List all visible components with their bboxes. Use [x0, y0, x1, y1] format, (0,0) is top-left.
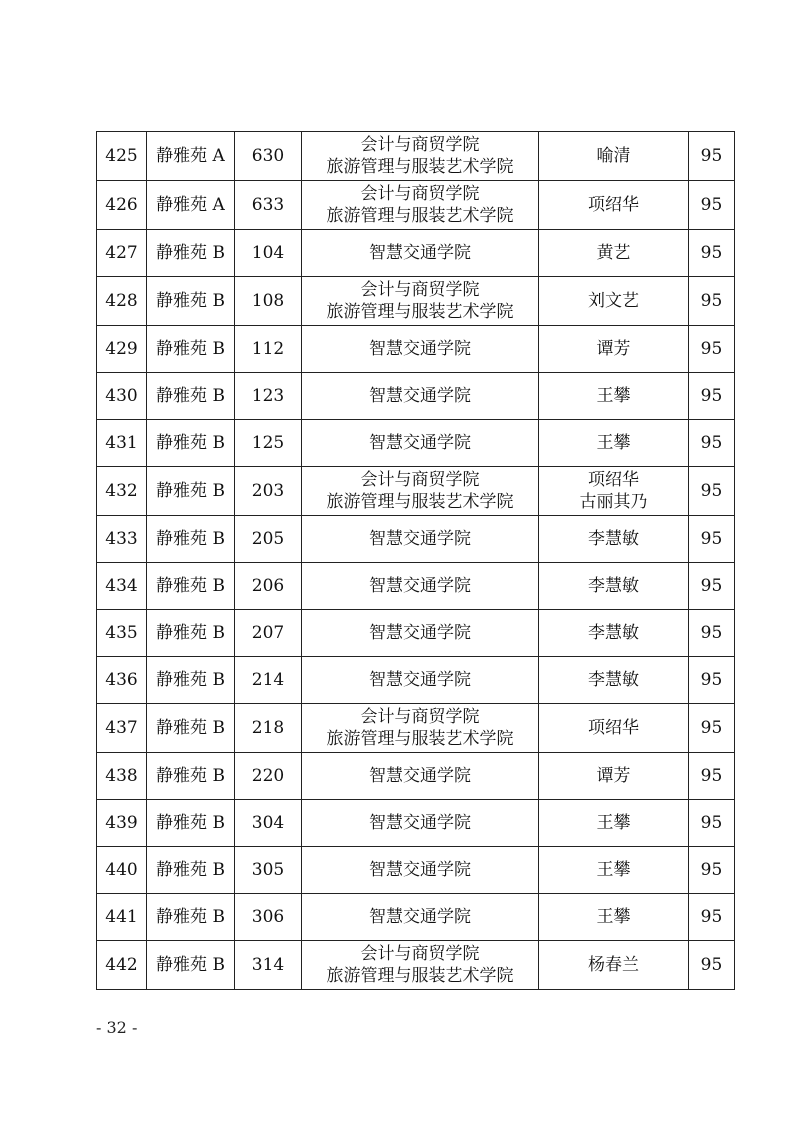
counselor-cell-line: 黄艺 [596, 243, 631, 263]
row-number-cell: 436 [97, 657, 147, 704]
college-cell-line: 智慧交通学院 [369, 670, 471, 690]
row-number-cell: 431 [97, 420, 147, 467]
table-row [97, 373, 735, 420]
building-cell: 静雅苑 B [147, 277, 235, 326]
score-cell: 95 [689, 753, 735, 800]
college-cell-line: 旅游管理与服装艺术学院 [326, 206, 514, 226]
table-row [97, 181, 735, 230]
college-cell [302, 326, 539, 373]
room-cell: 630 [235, 132, 302, 181]
row-number-cell: 439 [97, 800, 147, 847]
score-cell: 95 [689, 326, 735, 373]
building-cell: 静雅苑 B [147, 230, 235, 277]
building-cell: 静雅苑 B [147, 800, 235, 847]
room-cell: 207 [235, 610, 302, 657]
room-cell: 314 [235, 941, 302, 990]
table-row [97, 753, 735, 800]
counselor-cell [539, 941, 689, 990]
room-cell: 306 [235, 894, 302, 941]
counselor-cell-line: 项绍华 [588, 470, 639, 490]
college-cell [302, 753, 539, 800]
building-cell: 静雅苑 B [147, 847, 235, 894]
room-cell: 218 [235, 704, 302, 753]
counselor-cell-line: 王攀 [596, 433, 631, 453]
table-row [97, 563, 735, 610]
college-cell [302, 516, 539, 563]
row-number-cell: 434 [97, 563, 147, 610]
score-cell: 95 [689, 132, 735, 181]
score-cell: 95 [689, 420, 735, 467]
building-cell: 静雅苑 B [147, 753, 235, 800]
room-cell: 304 [235, 800, 302, 847]
table-row [97, 230, 735, 277]
counselor-cell-line: 古丽其乃 [579, 492, 648, 512]
room-cell: 206 [235, 563, 302, 610]
table-row [97, 326, 735, 373]
building-cell: 静雅苑 B [147, 657, 235, 704]
score-cell: 95 [689, 894, 735, 941]
counselor-cell-line: 项绍华 [588, 195, 639, 215]
counselor-cell-line: 谭芳 [596, 766, 631, 786]
row-number-cell: 437 [97, 704, 147, 753]
college-cell-line: 智慧交通学院 [369, 339, 471, 359]
college-cell-line: 智慧交通学院 [369, 813, 471, 833]
room-cell: 214 [235, 657, 302, 704]
row-number-cell: 426 [97, 181, 147, 230]
score-cell: 95 [689, 800, 735, 847]
score-cell: 95 [689, 563, 735, 610]
table-row [97, 847, 735, 894]
college-cell [302, 230, 539, 277]
college-cell-line: 智慧交通学院 [369, 386, 471, 406]
counselor-cell [539, 704, 689, 753]
college-cell [302, 132, 539, 181]
table-row [97, 467, 735, 516]
counselor-cell-line: 喻清 [596, 146, 631, 166]
college-cell-line: 会计与商贸学院 [360, 944, 480, 964]
score-cell: 95 [689, 610, 735, 657]
table-row [97, 800, 735, 847]
college-cell-line: 会计与商贸学院 [360, 280, 480, 300]
score-cell: 95 [689, 467, 735, 516]
counselor-cell-line: 李慧敏 [588, 670, 639, 690]
college-cell-line: 智慧交通学院 [369, 576, 471, 596]
college-cell-line: 智慧交通学院 [369, 860, 471, 880]
score-cell: 95 [689, 941, 735, 990]
room-cell: 633 [235, 181, 302, 230]
college-cell-line: 智慧交通学院 [369, 433, 471, 453]
counselor-cell [539, 132, 689, 181]
college-cell-line: 会计与商贸学院 [360, 184, 480, 204]
dorm-score-table [96, 131, 735, 990]
row-number-cell: 428 [97, 277, 147, 326]
counselor-cell-line: 王攀 [596, 386, 631, 406]
counselor-cell [539, 516, 689, 563]
table-row [97, 516, 735, 563]
counselor-cell [539, 326, 689, 373]
counselor-cell [539, 894, 689, 941]
table-row [97, 277, 735, 326]
row-number-cell: 432 [97, 467, 147, 516]
building-cell: 静雅苑 A [147, 181, 235, 230]
counselor-cell-line: 王攀 [596, 860, 631, 880]
college-cell [302, 657, 539, 704]
row-number-cell: 429 [97, 326, 147, 373]
score-cell: 95 [689, 277, 735, 326]
table-row [97, 941, 735, 990]
counselor-cell-line: 刘文艺 [588, 291, 639, 311]
score-cell: 95 [689, 657, 735, 704]
college-cell [302, 704, 539, 753]
room-cell: 112 [235, 326, 302, 373]
row-number-cell: 425 [97, 132, 147, 181]
score-cell: 95 [689, 516, 735, 563]
college-cell [302, 800, 539, 847]
college-cell [302, 941, 539, 990]
counselor-cell [539, 657, 689, 704]
college-cell [302, 563, 539, 610]
building-cell: 静雅苑 B [147, 610, 235, 657]
score-cell: 95 [689, 181, 735, 230]
college-cell [302, 277, 539, 326]
score-cell: 95 [689, 704, 735, 753]
row-number-cell: 442 [97, 941, 147, 990]
counselor-cell-line: 杨春兰 [588, 955, 639, 975]
table-row [97, 704, 735, 753]
row-number-cell: 435 [97, 610, 147, 657]
college-cell [302, 610, 539, 657]
counselor-cell [539, 181, 689, 230]
college-cell [302, 373, 539, 420]
row-number-cell: 440 [97, 847, 147, 894]
counselor-cell [539, 373, 689, 420]
counselor-cell [539, 800, 689, 847]
room-cell: 205 [235, 516, 302, 563]
score-cell: 95 [689, 230, 735, 277]
college-cell-line: 智慧交通学院 [369, 623, 471, 643]
counselor-cell-line: 李慧敏 [588, 529, 639, 549]
room-cell: 220 [235, 753, 302, 800]
table-row [97, 132, 735, 181]
room-cell: 305 [235, 847, 302, 894]
college-cell [302, 847, 539, 894]
room-cell: 203 [235, 467, 302, 516]
score-cell: 95 [689, 847, 735, 894]
counselor-cell [539, 467, 689, 516]
counselor-cell-line: 李慧敏 [588, 576, 639, 596]
counselor-cell-line: 项绍华 [588, 718, 639, 738]
college-cell-line: 智慧交通学院 [369, 766, 471, 786]
score-cell: 95 [689, 373, 735, 420]
building-cell: 静雅苑 B [147, 373, 235, 420]
row-number-cell: 427 [97, 230, 147, 277]
college-cell-line: 旅游管理与服装艺术学院 [326, 157, 514, 177]
room-cell: 108 [235, 277, 302, 326]
counselor-cell [539, 277, 689, 326]
table-body [97, 132, 735, 990]
room-cell: 123 [235, 373, 302, 420]
building-cell: 静雅苑 B [147, 420, 235, 467]
counselor-cell-line: 谭芳 [596, 339, 631, 359]
table-row [97, 657, 735, 704]
row-number-cell: 430 [97, 373, 147, 420]
building-cell: 静雅苑 B [147, 563, 235, 610]
building-cell: 静雅苑 B [147, 467, 235, 516]
room-cell: 104 [235, 230, 302, 277]
building-cell: 静雅苑 B [147, 326, 235, 373]
counselor-cell [539, 610, 689, 657]
building-cell: 静雅苑 B [147, 704, 235, 753]
row-number-cell: 441 [97, 894, 147, 941]
row-number-cell: 433 [97, 516, 147, 563]
college-cell-line: 旅游管理与服装艺术学院 [326, 729, 514, 749]
building-cell: 静雅苑 B [147, 894, 235, 941]
table-row [97, 610, 735, 657]
building-cell: 静雅苑 A [147, 132, 235, 181]
counselor-cell-line: 王攀 [596, 813, 631, 833]
college-cell-line: 智慧交通学院 [369, 529, 471, 549]
counselor-cell [539, 420, 689, 467]
page-number: - 32 - [96, 1018, 138, 1037]
building-cell: 静雅苑 B [147, 516, 235, 563]
counselor-cell-line: 王攀 [596, 907, 631, 927]
table-row [97, 420, 735, 467]
counselor-cell [539, 847, 689, 894]
college-cell [302, 894, 539, 941]
college-cell-line: 旅游管理与服装艺术学院 [326, 302, 514, 322]
college-cell [302, 420, 539, 467]
row-number-cell: 438 [97, 753, 147, 800]
college-cell-line: 会计与商贸学院 [360, 470, 480, 490]
counselor-cell-line: 李慧敏 [588, 623, 639, 643]
college-cell-line: 智慧交通学院 [369, 243, 471, 263]
counselor-cell [539, 230, 689, 277]
room-cell: 125 [235, 420, 302, 467]
college-cell-line: 会计与商贸学院 [360, 707, 480, 727]
college-cell [302, 467, 539, 516]
table-row [97, 894, 735, 941]
college-cell [302, 181, 539, 230]
counselor-cell [539, 753, 689, 800]
building-cell: 静雅苑 B [147, 941, 235, 990]
counselor-cell [539, 563, 689, 610]
college-cell-line: 旅游管理与服装艺术学院 [326, 966, 514, 986]
college-cell-line: 智慧交通学院 [369, 907, 471, 927]
college-cell-line: 会计与商贸学院 [360, 135, 480, 155]
college-cell-line: 旅游管理与服装艺术学院 [326, 492, 514, 512]
